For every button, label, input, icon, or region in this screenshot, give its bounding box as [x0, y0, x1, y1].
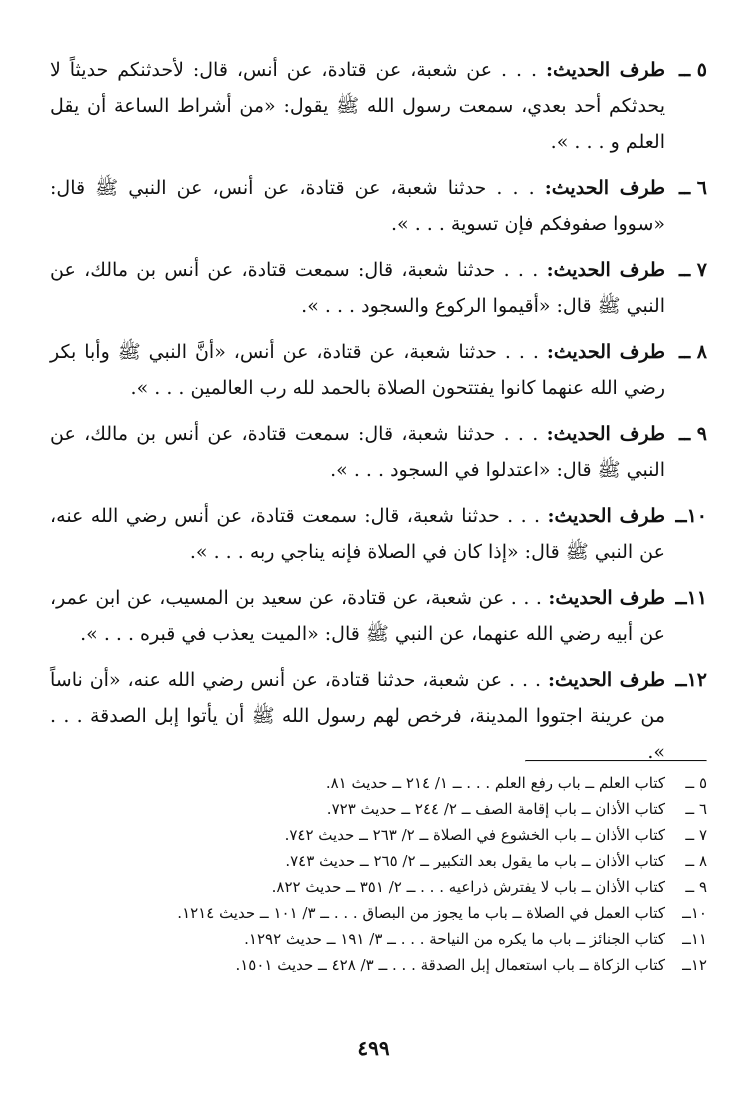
- entry-label: طرف الحديث:: [547, 669, 665, 691]
- entry-number: ١١ــ: [675, 587, 707, 609]
- entry-body: [50, 416, 665, 488]
- footnote-divider: [525, 760, 707, 762]
- entry-label: طرف الحديث:: [546, 423, 665, 445]
- entry-label: طرف الحديث:: [547, 505, 665, 527]
- entry-body: [50, 334, 665, 406]
- hadith-entry: [50, 416, 707, 488]
- entry-body: [50, 252, 665, 324]
- entry-number: ٥ ــ: [679, 59, 707, 81]
- footnote-number: ٧ ــ: [685, 826, 707, 844]
- entry-label: طرف الحديث:: [544, 177, 665, 199]
- footnote-number: ٩ ــ: [685, 878, 707, 896]
- entry-text: . . . عن شعبة، عن قتادة، عن سعيد بن المسيب، عن ابن عمر، عن أبيه رضي الله عنهما، عن النبي ﷺ قال: «الميت يعذب في قبره . . . ».: [50, 587, 665, 645]
- entry-body: [50, 498, 665, 570]
- footnote-text: كتاب الأذان ــ باب إقامة الصف ــ ٢/ ٢٤٤ ــ حديث ٧٢٣.: [326, 800, 665, 818]
- footnote-text: كتاب العلم ــ باب رفع العلم . . . ــ ١/ ٢١٤ ــ حديث ٨١.: [325, 774, 665, 792]
- entry-body: [50, 662, 665, 770]
- footnote-number: ٨ ــ: [685, 852, 707, 870]
- entry-text: . . . عن شعبة، حدثنا قتادة، عن أنس رضي الله عنه، «أن ناساً من عرينة اجتووا المدينة، فرخص لهم رسول الله ﷺ أن يأتوا إبل الصدقة . . . ».: [50, 669, 665, 763]
- entry-number: ٨ ــ: [679, 341, 707, 363]
- footnote: [60, 770, 707, 796]
- hadith-entry: [50, 498, 707, 570]
- footnote: [60, 900, 707, 926]
- footnote-text: كتاب الأذان ــ باب الخشوع في الصلاة ــ ٢/ ٢٦٣ ــ حديث ٧٤٢.: [284, 826, 665, 844]
- footnote-text: كتاب الأذان ــ باب ما يقول بعد التكبير ــ ٢/ ٢٦٥ ــ حديث ٧٤٣.: [285, 852, 665, 870]
- entry-label: طرف الحديث:: [548, 587, 665, 609]
- entry-text: . . . حدثنا شعبة، عن قتادة، عن أنس، «أنَّ النبي ﷺ وأبا بكر رضي الله عنهما كانوا يفتتحون الصلاة بالحمد لله رب العالمين . . . ».: [50, 341, 665, 399]
- hadith-entry: [50, 662, 707, 770]
- entry-text: . . . حدثنا شعبة، عن قتادة، عن أنس، عن النبي ﷺ قال: «سووا صفوفكم فإن تسوية . . . ».: [50, 177, 665, 235]
- entry-text: . . . حدثنا شعبة، قال: سمعت قتادة، عن أنس رضي الله عنه، عن النبي ﷺ قال: «إذا كان في الصلاة فإنه يناجي ربه . . . ».: [50, 505, 665, 563]
- entry-text: . . . عن شعبة، عن قتادة، عن أنس، قال: لأحدثنكم حديثاً لا يحدثكم أحد بعدي، سمعت رسول الله ﷺ يقول: «من أشراط الساعة أن يقل العلم و . . . ».: [50, 59, 665, 153]
- hadith-entry: [50, 580, 707, 652]
- hadith-entry: [50, 252, 707, 324]
- footnote-number: ٦ ــ: [685, 800, 707, 818]
- entry-label: طرف الحديث:: [545, 59, 666, 81]
- entry-number: ٧ ــ: [679, 259, 707, 281]
- hadith-entry: [50, 170, 707, 242]
- entry-number: ٩ ــ: [679, 423, 707, 445]
- entry-label: طرف الحديث:: [546, 259, 665, 281]
- footnote-text: كتاب العمل في الصلاة ــ باب ما يجوز من البصاق . . . ــ ٣/ ١٠١ ــ حديث ١٢١٤.: [177, 904, 665, 922]
- footnote: [60, 822, 707, 848]
- hadith-entry: [50, 334, 707, 406]
- footnote-text: كتاب الجنائز ــ باب ما يكره من النياحة . . . ــ ٣/ ١٩١ ــ حديث ١٢٩٢.: [244, 930, 665, 948]
- footnote-number: ١١ــ: [682, 930, 707, 948]
- footnote-number: ٥ ــ: [685, 774, 707, 792]
- entry-number: ٦ ــ: [679, 177, 707, 199]
- footnote-number: ١٢ــ: [682, 956, 707, 974]
- footnotes: [60, 770, 707, 978]
- entry-body: [50, 52, 665, 160]
- footnote-text: كتاب الأذان ــ باب لا يفترش ذراعيه . . . ــ ٢/ ٣٥١ ــ حديث ٨٢٢.: [271, 878, 665, 896]
- footnote: [60, 926, 707, 952]
- entry-text: . . . حدثنا شعبة، قال: سمعت قتادة، عن أنس بن مالك، عن النبي ﷺ قال: «اعتدلوا في السجود . . . ».: [50, 423, 665, 481]
- footnote: [60, 848, 707, 874]
- footnote: [60, 874, 707, 900]
- entry-text: . . . حدثنا شعبة، قال: سمعت قتادة، عن أنس بن مالك، عن النبي ﷺ قال: «أقيموا الركوع والسجود . . . ».: [50, 259, 665, 317]
- main-text: [50, 52, 707, 780]
- footnote: [60, 796, 707, 822]
- page-number: ٤٩٩: [357, 1036, 390, 1060]
- footnote-text: كتاب الزكاة ــ باب استعمال إبل الصدقة . . . ــ ٣/ ٤٢٨ ــ حديث ١٥٠١.: [235, 956, 665, 974]
- entry-number: ١٠ــ: [675, 505, 707, 527]
- entry-body: [50, 580, 665, 652]
- entry-label: طرف الحديث:: [546, 341, 665, 363]
- footnote-number: ١٠ــ: [682, 904, 707, 922]
- entry-number: ١٢ــ: [675, 669, 707, 691]
- footnote: [60, 952, 707, 978]
- entry-body: [50, 170, 665, 242]
- hadith-entry: [50, 52, 707, 160]
